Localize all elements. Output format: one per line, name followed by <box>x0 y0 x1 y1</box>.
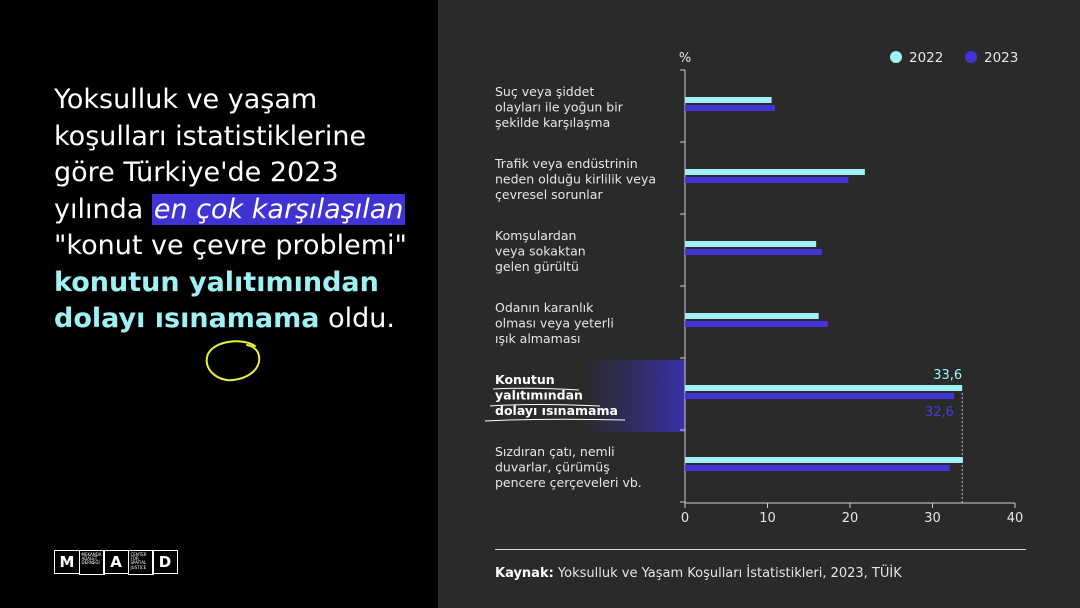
chart-panel <box>438 0 1080 608</box>
category-label-3: Komşulardan <box>495 228 577 243</box>
headline-text-1: Yoksulluk ve yaşam koşulları istatistiklerine göre Türkiye'de 2023 yılında <box>54 84 367 225</box>
category-label-5: dolayı ısınamama <box>495 403 618 418</box>
y-axis-label: % <box>678 51 692 66</box>
bar-2023-5 <box>685 393 954 399</box>
logo-letter-d: D <box>152 550 178 574</box>
bar-2022-6 <box>685 457 963 463</box>
logo <box>54 550 177 574</box>
category-label-3: veya sokaktan <box>495 243 586 259</box>
bar-2022-1 <box>685 97 772 103</box>
source-text: Yoksulluk ve Yaşam Koşulları İstatistikleri, 2023, TÜİK <box>553 566 902 581</box>
bar-2023-4 <box>685 321 828 327</box>
category-label-5: yalıtımından <box>495 387 583 403</box>
bar-2023-2 <box>685 177 848 183</box>
headline-highlight: en çok karşılaşılan <box>153 193 404 225</box>
x-tick-label: 0 <box>680 511 690 526</box>
source-note <box>495 566 902 581</box>
headline-accent: konutun yalıtımından dolayı ısınamama <box>54 266 379 334</box>
logo-letter-m: M <box>54 550 80 574</box>
headline-text-3: oldu. <box>319 303 395 334</box>
bar-2022-2 <box>685 169 865 175</box>
logo-text-2: CENTER FOR SPATIAL JUSTICE <box>128 550 154 575</box>
legend-label-2022: 2022 <box>909 50 944 66</box>
category-label-4: olması veya yeterli <box>495 315 614 331</box>
headline <box>54 82 424 338</box>
bar-2023-3 <box>685 249 822 255</box>
category-label-4: ışık almaması <box>495 331 581 346</box>
source-label: Kaynak: <box>495 566 554 581</box>
logo-letter-a: A <box>103 550 129 574</box>
category-label-6: duvarlar, çürümüş <box>495 459 610 475</box>
legend-swatch-2023 <box>965 51 977 63</box>
category-label-5: Konutun <box>495 372 555 387</box>
x-tick-label: 40 <box>1006 511 1024 526</box>
bar-2022-5 <box>685 385 962 391</box>
x-tick-label: 20 <box>841 511 859 526</box>
highlight-band <box>584 360 685 432</box>
headline-text-2: "konut ve çevre problemi" <box>54 230 407 261</box>
bar-2023-6 <box>685 465 950 471</box>
data-label-2023: 32,6 <box>924 405 954 420</box>
bar-2022-3 <box>685 241 816 247</box>
bar-2022-4 <box>685 313 819 319</box>
category-label-1: şekilde karşılaşma <box>495 115 611 130</box>
category-label-1: Suç veya şiddet <box>495 84 595 99</box>
x-tick-label: 30 <box>924 511 941 526</box>
category-label-2: çevresel sorunlar <box>495 187 603 202</box>
bar-2023-1 <box>685 105 775 111</box>
category-label-4: Odanın karanlık <box>495 300 594 315</box>
circle-scribble-icon <box>203 338 265 386</box>
category-label-1: olayları ile yoğun bir <box>495 99 623 115</box>
category-label-3: gelen gürültü <box>495 259 579 274</box>
source-divider <box>495 549 1026 550</box>
logo-text-1: MEKANDA ADALET DERNEĞİ <box>79 550 105 575</box>
category-label-6: pencere çerçeveleri vb. <box>495 475 642 490</box>
category-label-2: neden olduğu kirlilik veya <box>495 171 657 187</box>
bar-chart <box>438 0 1080 608</box>
x-tick-label: 10 <box>759 511 776 526</box>
category-label-6: Sızdıran çatı, nemli <box>495 444 615 459</box>
legend-label-2023: 2023 <box>984 50 1019 66</box>
legend-swatch-2022 <box>890 51 902 63</box>
category-label-2: Trafik veya endüstrinin <box>495 156 638 171</box>
data-label-2022: 33,6 <box>933 368 963 383</box>
left-panel <box>0 0 438 608</box>
